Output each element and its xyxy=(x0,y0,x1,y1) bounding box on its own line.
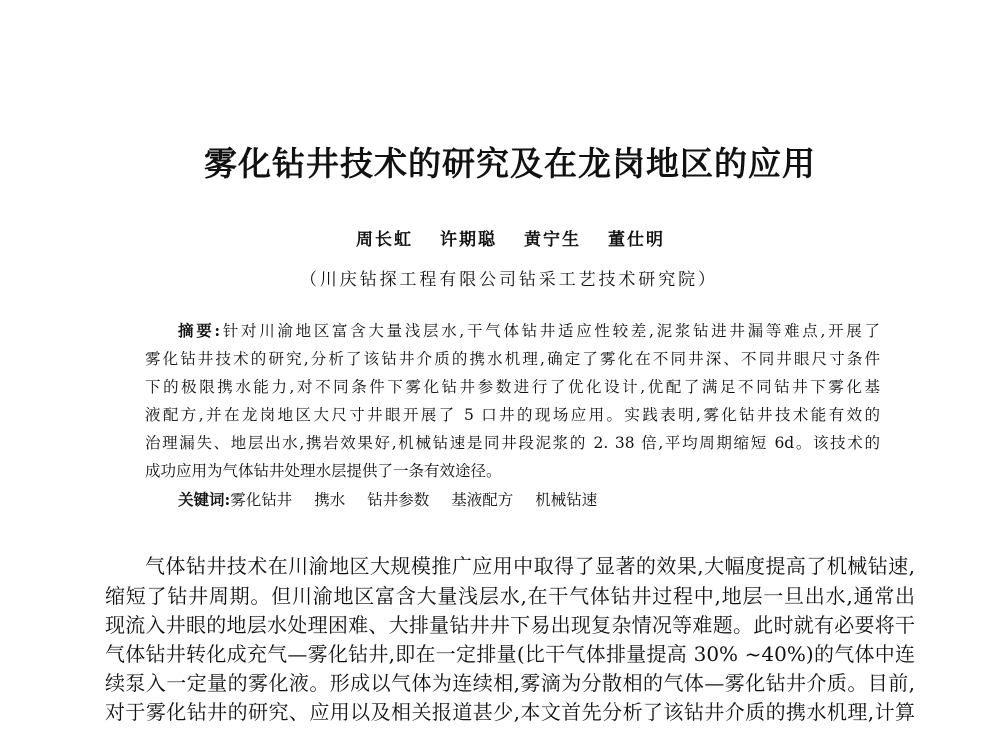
author-name: 周长虹 xyxy=(356,230,413,250)
keyword: 钻井参数 xyxy=(367,491,430,509)
abstract-line: 下的极限携水能力,对不同条件下雾化钻井参数进行了优化设计,优配了满足不同钻井下雾化基 xyxy=(145,378,880,396)
author-name: 董仕明 xyxy=(608,230,665,250)
author-list xyxy=(356,229,665,251)
body-line: 缩短了钻井周期。但川渝地区富含大量浅层水,在干气体钻井过程中,地层一旦出水,通常出 xyxy=(105,584,915,608)
keywords-list xyxy=(230,489,597,511)
keyword: 基液配方 xyxy=(451,491,514,509)
abstract-text: 针对川渝地区富含大量浅层水,干气体钻井适应性较差,泥浆钻进井漏等难点,开展了 xyxy=(220,322,880,340)
body-line: 气体钻井技术在川渝地区大规模推广应用中取得了显著的效果,大幅度提高了机械钻速, xyxy=(145,554,915,578)
affiliation: （川庆钻探工程有限公司钻采工艺技术研究院） xyxy=(300,270,716,290)
body-line: 现流入井眼的地层水处理困难、大排量钻井井下易出现复杂情况等难题。此时就有必要将干 xyxy=(105,613,915,637)
author-name: 黄宁生 xyxy=(524,230,581,250)
paper-title: 雾化钻井技术的研究及在龙岗地区的应用 xyxy=(204,144,816,183)
abstract-line: 雾化钻井技术的研究,分析了该钻井介质的携水机理,确定了雾化在不同井深、不同井眼尺寸条件 xyxy=(145,350,880,368)
abstract-line: 治理漏失、地层出水,携岩效果好,机械钻速是同井段泥浆的 2. 38 倍,平均周期缩短 6d。该技术的 xyxy=(145,434,880,452)
keyword: 雾化钻井 xyxy=(230,491,293,509)
keywords-label: 关键词: xyxy=(178,490,231,509)
keywords-line xyxy=(178,489,597,511)
keyword: 机械钻速 xyxy=(535,491,598,509)
abstract-line: 成功应用为气体钻井处理水层提供了一条有效途径。 xyxy=(145,462,502,480)
author-name: 许期聪 xyxy=(440,230,497,250)
keyword: 携水 xyxy=(314,491,346,509)
abstract-line: 液配方,并在龙岗地区大尺寸井眼开展了 5 口井的现场应用。实践表明,雾化钻井技术能有效的 xyxy=(145,406,880,424)
abstract-label: 摘要: xyxy=(178,321,221,340)
body-line: 气体钻井转化成充气—雾化钻井,即在一定排量(比干气体排量提高 30% ~40%)的气体中连 xyxy=(105,642,915,666)
abstract-line xyxy=(178,320,880,342)
body-line: 续泵入一定量的雾化液。形成以气体为连续相,雾滴为分散相的气体—雾化钻井介质。目前, xyxy=(105,671,915,695)
body-line: 对于雾化钻井的研究、应用以及相关报道甚少,本文首先分析了该钻井介质的携水机理,计算 xyxy=(105,700,915,724)
